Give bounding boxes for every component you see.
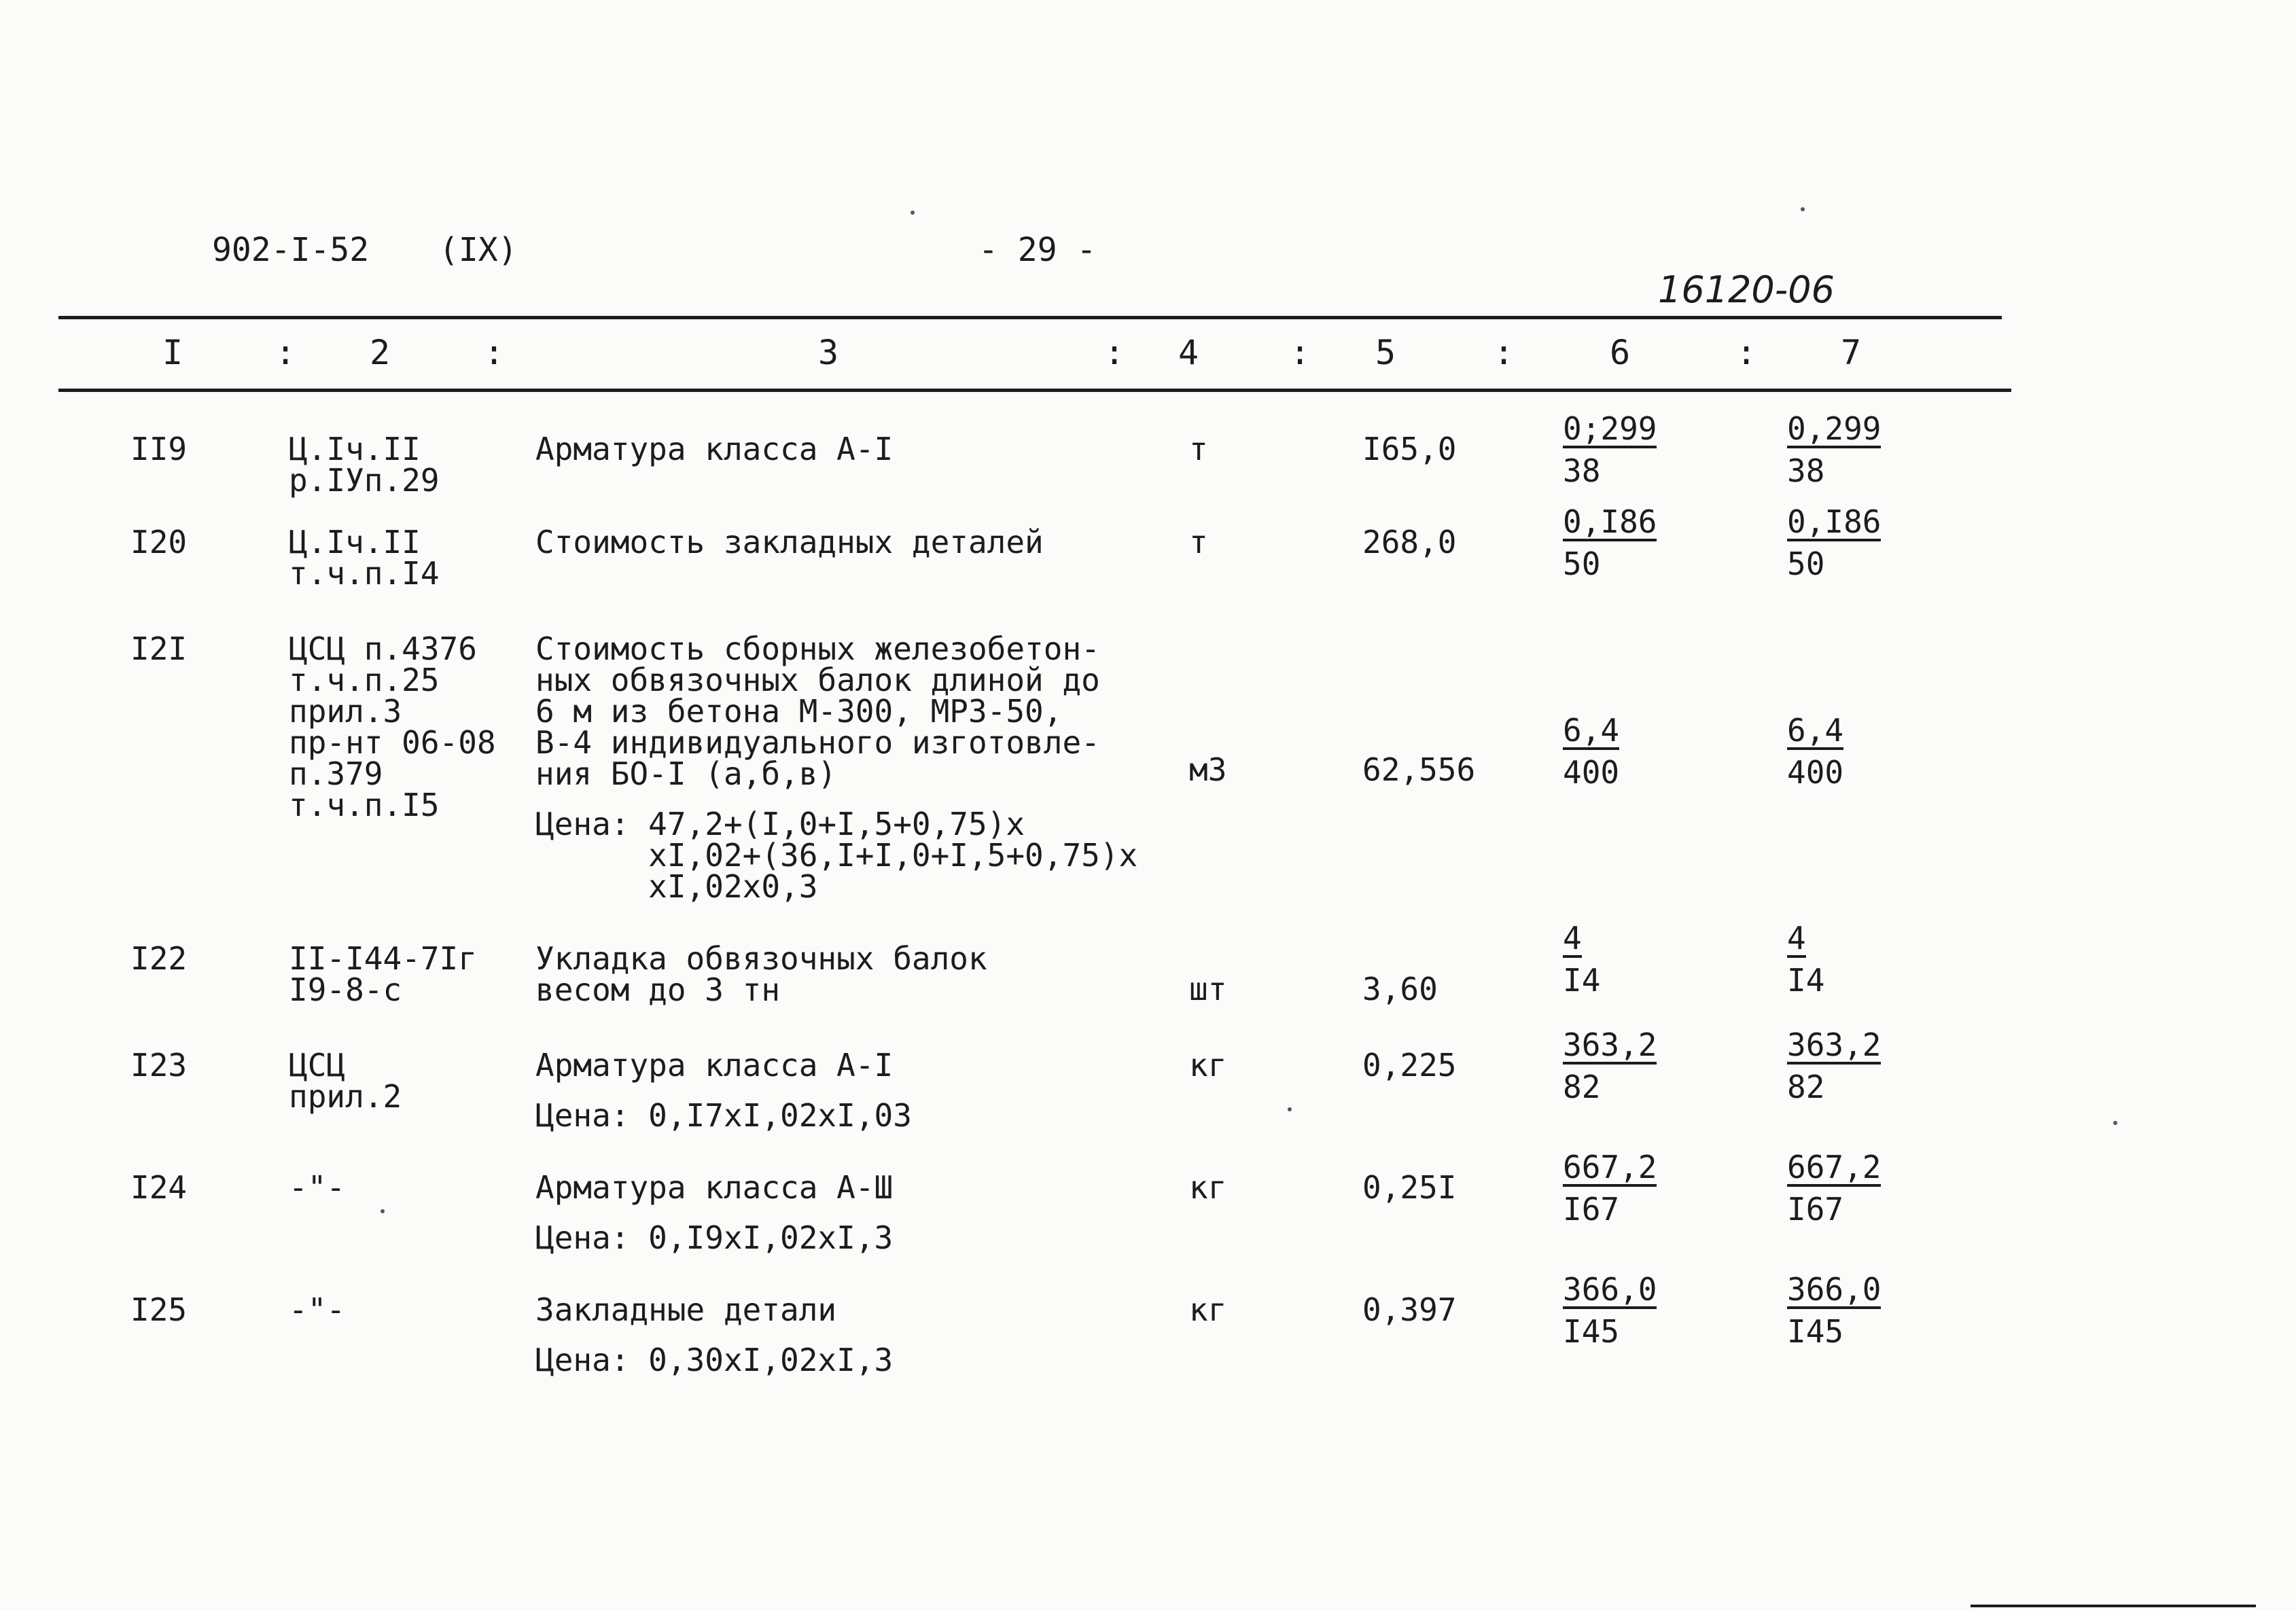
row-number: II9	[130, 431, 188, 467]
row-column-6-fraction	[1563, 712, 1620, 791]
row-unit: м3	[1189, 751, 1227, 788]
column-header-2: 2	[370, 333, 391, 372]
fraction-denominator: 38	[1787, 452, 1825, 489]
document-code: 902-I-52	[212, 231, 370, 269]
row-quantity: 0,397	[1362, 1291, 1457, 1328]
row-description-line: Арматура класса А-I	[535, 431, 894, 467]
row-reference-line: Ц.Iч.II	[289, 431, 421, 467]
row-column-6-fraction	[1563, 410, 1657, 489]
row-description-line: ния БО-I (а,б,в)	[535, 755, 837, 792]
row-unit: кг	[1189, 1047, 1227, 1084]
scan-speck	[2113, 1121, 2117, 1125]
row-reference-line: -"-	[289, 1169, 346, 1206]
row-unit: шт	[1189, 971, 1227, 1007]
row-reference-line: ЦСЦ	[289, 1047, 346, 1084]
column-header-7: 7	[1841, 333, 1862, 372]
fraction-denominator: 400	[1787, 754, 1844, 791]
fraction-denominator: 50	[1787, 545, 1825, 582]
row-description-line: Стоимость сборных железобетон-	[535, 630, 1100, 667]
row-description-line: Стоимость закладных деталей	[535, 524, 1044, 560]
row-price-formula-line: Цена: 0,I7хI,02хI,03	[535, 1097, 912, 1134]
fraction-numerator: 6,4	[1787, 712, 1844, 749]
row-reference-line: II-I44-7Iг	[289, 940, 477, 977]
row-column-7-fraction	[1787, 1026, 1882, 1105]
row-reference-line: прил.3	[289, 693, 402, 730]
column-separator: :	[1104, 333, 1125, 372]
row-price-formula-line: Цена: 47,2+(I,0+I,5+0,75)х	[535, 806, 1025, 842]
row-reference-line: р.IУп.29	[289, 462, 440, 499]
row-number: I20	[130, 524, 188, 560]
fraction-numerator: 366,0	[1787, 1271, 1882, 1308]
row-column-7-fraction	[1787, 1149, 1882, 1228]
row-unit: кг	[1189, 1169, 1227, 1206]
fraction-denominator: I4	[1787, 962, 1825, 999]
row-reference-line: прил.2	[289, 1078, 402, 1115]
row-quantity: 3,60	[1362, 971, 1438, 1007]
row-number: I24	[130, 1169, 188, 1206]
row-price-formula-line: хI,02х0,3	[535, 868, 818, 905]
row-reference-line: -"-	[289, 1291, 346, 1328]
scan-speck	[381, 1209, 385, 1213]
fraction-denominator: 82	[1563, 1069, 1601, 1105]
fraction-numerator: 0,299	[1787, 410, 1882, 447]
row-description-line: Арматура класса А-Ш	[535, 1169, 894, 1206]
row-price-formula-line: хI,02+(36,I+I,0+I,5+0,75)х	[535, 837, 1138, 874]
row-description-line: Арматура класса А-I	[535, 1047, 894, 1084]
fraction-numerator: 363,2	[1563, 1026, 1657, 1063]
fraction-denominator: 38	[1563, 452, 1601, 489]
row-reference-line: ЦСЦ п.4376	[289, 630, 477, 667]
row-column-7-fraction	[1787, 503, 1882, 582]
column-separator: :	[1290, 333, 1311, 372]
fraction-numerator: 4	[1563, 920, 1582, 956]
row-reference-line: т.ч.п.I5	[289, 787, 440, 823]
row-description-line: ных обвязочных балок длиной до	[535, 662, 1100, 698]
row-column-6-fraction	[1563, 1271, 1657, 1350]
row-column-7-fraction	[1787, 1271, 1882, 1350]
column-header-3: 3	[818, 333, 839, 372]
fraction-numerator: 363,2	[1787, 1026, 1882, 1063]
row-number: I23	[130, 1047, 188, 1084]
column-separator: :	[1494, 333, 1515, 372]
fraction-numerator: 667,2	[1787, 1149, 1882, 1185]
fraction-denominator: I45	[1787, 1313, 1844, 1350]
row-column-7-fraction	[1787, 410, 1882, 489]
column-header-1: I	[162, 333, 183, 372]
fraction-numerator: 0,I86	[1563, 503, 1657, 540]
row-price-formula-line: Цена: 0,I9хI,02хI,3	[535, 1219, 894, 1256]
scan-speck	[911, 211, 915, 215]
fraction-denominator: I67	[1787, 1191, 1844, 1228]
row-quantity: 62,556	[1362, 751, 1476, 788]
fraction-numerator: 366,0	[1563, 1271, 1657, 1308]
row-description-line: 6 м из бетона М-300, МРЗ-50,	[535, 693, 1063, 730]
row-quantity: I65,0	[1362, 431, 1457, 467]
fraction-denominator: I67	[1563, 1191, 1620, 1228]
row-quantity: 0,225	[1362, 1047, 1457, 1084]
row-column-6-fraction	[1563, 1026, 1657, 1105]
footer-rule	[1971, 1605, 2256, 1607]
row-reference-line: I9-8-с	[289, 971, 402, 1008]
row-unit: т	[1189, 524, 1208, 560]
fraction-denominator: 82	[1787, 1069, 1825, 1105]
row-number: I2I	[130, 630, 188, 667]
section-label: (IX)	[439, 231, 518, 269]
row-unit: кг	[1189, 1291, 1227, 1328]
fraction-denominator: I4	[1563, 962, 1601, 999]
column-separator: :	[275, 333, 296, 372]
fraction-denominator: I45	[1563, 1313, 1620, 1350]
row-reference-line: т.ч.п.I4	[289, 555, 440, 592]
row-quantity: 268,0	[1362, 524, 1457, 560]
row-quantity: 0,25I	[1362, 1169, 1457, 1206]
row-column-6-fraction	[1563, 920, 1601, 999]
column-header-4: 4	[1178, 333, 1199, 372]
row-description-line: Закладные детали	[535, 1291, 837, 1328]
table-top-rule	[58, 316, 2002, 319]
row-unit: т	[1189, 431, 1208, 467]
column-header-5: 5	[1375, 333, 1396, 372]
row-reference-line: Ц.Iч.II	[289, 524, 421, 560]
fraction-numerator: 0,I86	[1787, 503, 1882, 540]
column-header-6: 6	[1610, 333, 1631, 372]
row-column-7-fraction	[1787, 712, 1844, 791]
scan-speck	[1801, 207, 1805, 211]
row-reference-line: п.379	[289, 755, 383, 792]
column-separator: :	[484, 333, 505, 372]
row-reference-line: пр-нт 06-08	[289, 724, 496, 761]
fraction-numerator: 4	[1787, 920, 1806, 956]
row-description-line: В-4 индивидуального изготовле-	[535, 724, 1100, 761]
row-reference-line: т.ч.п.25	[289, 662, 440, 698]
fraction-denominator: 400	[1563, 754, 1620, 791]
fraction-numerator: 0;299	[1563, 410, 1657, 447]
row-column-6-fraction	[1563, 1149, 1657, 1228]
archive-stamp: 16120-06	[1658, 268, 1835, 311]
row-price-formula-line: Цена: 0,30хI,02хI,3	[535, 1342, 894, 1378]
table-header-rule	[58, 389, 2011, 392]
row-description-line: весом до 3 тн	[535, 971, 781, 1008]
row-number: I22	[130, 940, 188, 977]
fraction-numerator: 6,4	[1563, 712, 1620, 749]
row-description-line: Укладка обвязочных балок	[535, 940, 987, 977]
column-separator: :	[1736, 333, 1757, 372]
fraction-denominator: 50	[1563, 545, 1601, 582]
row-column-6-fraction	[1563, 503, 1657, 582]
page-number: - 29 -	[978, 231, 1097, 269]
scan-speck	[1288, 1107, 1292, 1111]
row-column-7-fraction	[1787, 920, 1825, 999]
row-number: I25	[130, 1291, 188, 1328]
fraction-numerator: 667,2	[1563, 1149, 1657, 1185]
